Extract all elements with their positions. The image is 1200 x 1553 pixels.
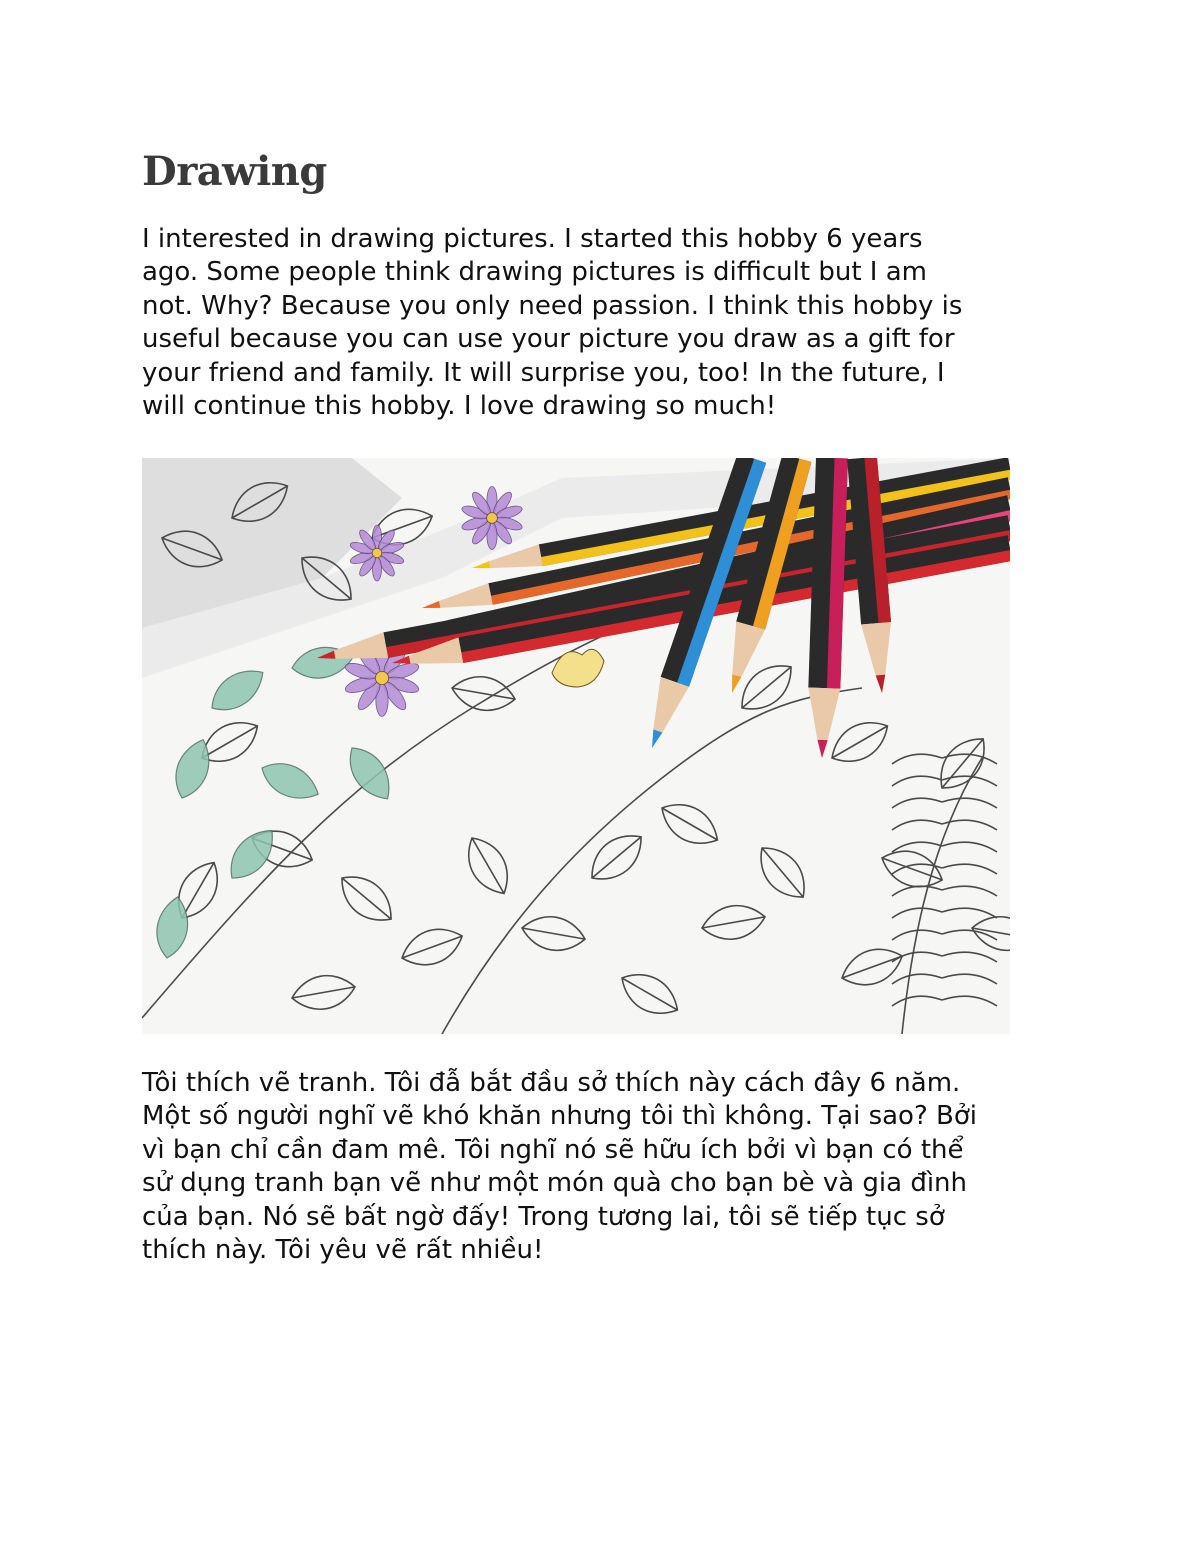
flower-center: [487, 513, 498, 524]
flower-center: [375, 671, 388, 684]
page-title: Drawing: [142, 148, 327, 195]
photo-illustration: [142, 458, 1010, 1034]
paragraph-vietnamese: Tôi thích vẽ tranh. Tôi đẫ bắt đầu sở thích này cách đây 6 năm. Một số người nghĩ vẽ khó khăn nhưng tôi thì không. Tại sao? Bởi vì bạn chỉ cần đam mê. Tôi nghĩ nó sẽ hữu ích bởi vì bạn có thể sử dụng tranh bạn vẽ như một món quà cho bạn bè và gia đình của bạn. Nó sẽ bất ngờ đấy! Trong tương lai, tôi sẽ tiếp tục sở thích này. Tôi yêu vẽ rất nhiều!: [142, 1068, 977, 1266]
paragraph-english: I interested in drawing pictures. I started this hobby 6 years ago. Some people think drawing pictures is difficult but I am not. Why? Because you only need passion. I think this hobby is useful because you can use your picture you draw as a gift for your friend and family. It will surprise you, too! In the future, I will continue this hobby. I love drawing so much!: [142, 224, 963, 422]
flower-center: [372, 548, 382, 558]
drawing-photo: [142, 458, 1010, 1034]
